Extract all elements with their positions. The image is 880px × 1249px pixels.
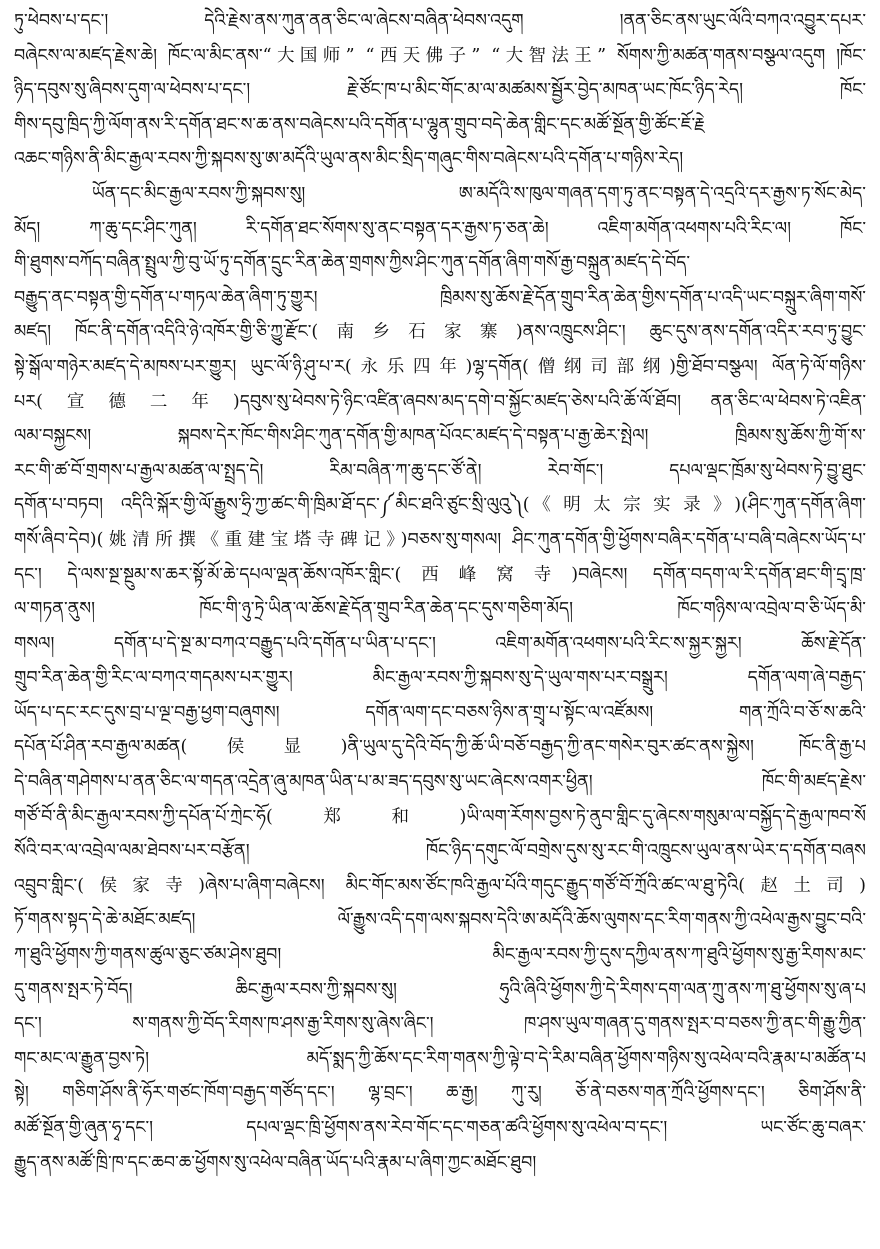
text-line: གྲུབ་རིན་ཆེན་གྱི་རིང་ལ་བཀའ་གདམས་པར་གྱུར། མིང་རྒྱལ་རབས་ཀྱི་སྐབས་སུ་དེ་ཡུལ་གས་པར་བསྒྲུར། དགོན་ལག་ཞེ་བརྒྱད་: [14, 668, 866, 689]
text-line: བཞེངས་ལ་མཛད་རྗེས་ཆེ། ཁོང་ལ་མིང་ནས་“大国师” “西天佛子” “大智法王” སོགས་ཀྱི་མཚན་གནས་བསྩལ་འདུག །ཁོང་: [14, 45, 866, 66]
text-line: མཚོ་སྔོན་གྱི་ཞུན་ཧྭ་དང་། དཔལ་ལྡང་ཁྲི་ཕྱོགས་ནས་རེབ་གོང་དང་གཅན་ཚའི་ཕྱོགས་སུ་འཕེལ་བ་དང་། ཡང་ཙོང་ཆུ་བཞར་: [14, 1118, 866, 1138]
text-line: དཔོན་པོ་ཤིན་རབ་རྒྱལ་མཚན(侯显)ནི་ཡུལ་དུ་དེའི་བོད་ཀྱི་ཆོ་ཡི་བཅོ་བརྒྱད་ཀྱི་ནང་གསེར་བུར་ཚང་ནས་སྐྱེས། ཁོང་ནི་རྒྱ་པ: [14, 737, 866, 758]
text-line: ལ་གཏན་ནུས། ཁོང་གི་ཉུ་ཏྲེ་ཡིན་ལ་ཆོས་རྗེ་དོན་གྲུབ་རིན་ཆེན་དང་དུས་གཅིག་མོད། ཁོང་གཉིས་ལ་འབྲེལ་བ་ཅི་ཡོད་མི་: [14, 599, 866, 620]
text-line: སྟེ། གཅིག་ཤོས་ནི་ཧོར་གཙང་ཁོག་བརྒྱད་གཙོད་དང་། ལྷ་བྲང་། ཆ་རྒྱ། ཀུ་རུ། ཅོ་ནེ་བཅས་གན་ཀྲོའི་ཕྱོགས་དང་། ཅིག་ཤོས་ནི་: [14, 1083, 866, 1104]
text-line: བརྒྱུད་ནང་བསྟན་གྱི་དགོན་པ་གཏལ་ཆེན་ཞིག་ཏུ་གྱུར། ཁྲིམས་སུ་ཆོས་རྗེ་དོན་གྲུབ་རིན་ཆེན་གྱིས་དགོན་པ་འདི་ཡང་བསྐྲུར་ཞིག་གསོ་: [14, 287, 866, 308]
text-line: དེ་བཞིན་གཤེགས་པ་ནན་ཅིང་ལ་གདན་འདྲེན་ཞུ་མཁན་ཡིན་པ་མ་ཟད་དབུས་སུ་ཡང་ཞེངས་འགར་ཕྱིན། ཁོང་གི་མཛད་རྗེས་: [14, 772, 866, 793]
text-line: ཏུ་ཕེབས་པ་དང་། དེའི་རྗེས་ནས་ཀུན་ནན་ཅིང་ལ་ཞེངས་བཞིན་ཕེབས་འདུག །ནན་ཅིང་ནས་ཡུང་ལོའི་བཀའ་འབྱུར་དཔར་: [14, 11, 866, 31]
text-line: ཀ་ཐུའི་ཕྱོགས་ཀྱི་གནས་ཚུལ་ཅུང་ཙམ་ཤེས་ཐུབ། མིང་རྒྱལ་རབས་ཀྱི་དུས་དཀྱིལ་ནས་ཀ་ཐུའི་ཕྱོགས་སུ་རྒྱ་རིགས་མང་: [14, 945, 866, 966]
text-line: དང་། དེ་ལས་སྔ་སྔུམ་ས་ཆར་སྟོ་མོ་ཆེ་དཔལ་ལྡན་ཆོས་འཁོར་གླིང་(西峰窝寺)བཞེངས། དགོན་བདག་ལ་རི་དགོན་ཐང་གི་དྲྭ་ཁྲ་: [14, 564, 866, 585]
text-line: གང་མང་ལ་རྒྱུན་བྱས་ཏེ། མདོ་སྨད་ཀྱི་ཆོས་དང་རིག་གནས་ཀྱི་ལྟེ་བ་དེ་རིམ་བཞིན་ཕྱོགས་གཉིས་སུ་འཕེལ་བའི་རྣམ་པ་མཚོན་པ: [14, 1048, 866, 1069]
text-line: དགོན་པ་བཏབ། འདིའི་སྐོར་གྱི་ལོ་རྒྱུས་ཧྲི་ཀྱ་ཚང་གི་ཁྲིམ་ཐོ་དང་༼མིང་ཐའི་ཙུང་སྲི་ལུའུ༽(《明太宗实录》)(ཤིང་ཀུན་དགོན་ཞིག་: [14, 495, 866, 516]
text-line: གི་ཐུགས་བཀོད་བཞིན་སྤྲུལ་ཀྱི་བུ་ཡོ་ཏུ་དགོན་དྲུང་རིན་ཆེན་གྲགས་ཀྱིས་ཤིང་ཀུན་དགོན་ཞིག་གསོ་རྒྱ་བསྐྲུན་མཛད་དེ་བོད་: [14, 253, 691, 274]
text-line: གིས་དབུ་ཁྲིད་ཀྱི་ལོག་ནས་རི་དགོན་ཐང་ས་ཆ་ནས་བཞེངས་པའི་དགོན་པ་ལྷུན་གྲུབ་བདེ་ཆེན་གླིང་དང་མཚོ་སྔོན་གྱི་ཚོང་ཇོ་རྗེ: [14, 114, 705, 135]
text-line: དུ་གནས་སྤར་ཏེ་བོད། ཆིང་རྒྱལ་རབས་ཀྱི་སྐབས་སུ། ཧུའི་ཞིའི་ཕྱོགས་ཀྱི་དེ་རིགས་དག་ལན་ཀྲུ་ནས་ཀ་ཐུ་ཕྱོགས་སུ་ཞ་པ: [14, 979, 866, 1000]
text-line: འབྲུབ་གླིང་(侯家寺)ཞེས་པ་ཞིག་བཞེངས། མིང་གོང་མས་ཙོང་ཁའི་རྒྱལ་པོའི་གདུང་རྒྱུད་གཙོ་བོ་ཀྲོའི་ཚང་ལ་ཐུ་ཏེའི(赵土司): [14, 875, 866, 896]
text-line: ཏོ་གནས་སྟད་དེ་ཆེ་མཐོང་མཛད། ལོ་རྒྱུས་འདི་དག་ལས་སྐབས་དེའི་ཨ་མདོའི་ཆོས་ལུགས་དང་རིག་གནས་ཀྱི་འཕེལ་རྒྱས་བྱུང་བའི་: [14, 910, 866, 931]
text-line: ཡོད་པ་དང་རང་དུས་བྲ་པ་ལྔ་བརྒྱ་ཕྱག་བཞུགས། དགོན་ལག་དང་བཅས་ཉིས་ན་གྲྭ་པ་སྟོང་ལ་འཛོམས། གན་ཀྲོའི་བ་ཅོ་ས་ཆའི་: [14, 702, 866, 723]
text-line: རྒྱུད་ནས་མཚོ་ཁྲི་ཁ་དང་ཆབ་ཆ་ཕྱོགས་སུ་འཕེལ་བཞིན་ཡོད་པའི་རྣམ་པ་ཞིག་ཀྱང་མཐོང་ཐུབ།: [14, 1152, 537, 1173]
text-line: སྟེ་སྒོལ་གཉེར་མཛད་དེ་མཁས་པར་གྱུར། ཡུང་ལོ་ཉི་ཤུ་པ་ར(永乐四年)ལྷ་དགོན(僧纲司部纲)གྱི་ཐོབ་བསྩལ། ལོན་ཏེ་ལོ་གཉིས་: [14, 356, 866, 377]
text-line: པར(宣德二年)དབུས་སུ་ཕེབས་ཏེ་ཉིང་འཛིན་ཞབས་མད་དགེ་བ་སྐྱོང་མཛད་ཅེས་པའི་ཆོ་ལོ་ཐོབ། ནན་ཅིང་ལ་ཕེབས་ཏེ་འཇིན་: [14, 391, 866, 412]
text-line: གསོ་ཞིབ་དེབ)(姚清所撰《重建宝塔寺碑记》)བཅས་སུ་གསལ། ཤིང་ཀུན་དགོན་གྱི་ཕྱོགས་བཞིར་དགོན་པ་བཞི་བཞེངས་ཡོད་པ་: [14, 529, 866, 550]
text-line: དང་། ས་གནས་ཀྱི་བོད་རིགས་ཁ་ཤས་རྒྱ་རིགས་སུ་ཞེས་ཞིང་། ཁ་ཤས་ཡུལ་གཞན་དུ་གནས་སྤར་བ་བཅས་ཀྱི་ནང་གི་རྒྱུ་ཀྱིན་: [14, 1014, 866, 1035]
text-line: ལམ་བསྐྱངས། སྐབས་དེར་ཁོང་གིས་ཤིང་ཀུན་དགོན་གྱི་མཁན་པོའང་མཛད་དེ་བསྟན་པ་རྒྱ་ཆེར་སྤེལ། ཁྲིམས་སུ་ཆོས་ཀྱི་གོ་ས་: [14, 426, 866, 447]
text-line: གསལ། དགོན་པ་དེ་སྔ་མ་བཀའ་བརྒྱུད་པའི་དགོན་པ་ཡིན་པ་དང་། འཇིག་མགོན་འཕགས་པའི་རིང་ས་སྐྱར་སྐྱར། ཆོས་རྗེ་དོན་: [14, 633, 866, 654]
text-line: སོའི་བར་ལ་འབྲེལ་ལམ་ཐེབས་པར་བརྩོན། ཁོང་ཉིད་དགུང་ལོ་བགྲེས་དུས་སུ་རང་གི་འཁྲུངས་ཡུལ་ནས་ཡེར་ད་དགོན་བཞས: [14, 841, 866, 862]
text-line: [14, 1215, 866, 1249]
text-line: ཉིད་དབུས་སུ་ཞིབས་དུག་ལ་ཕེབས་པ་དང་། རྗེ་ཙོང་ཁ་པ་མིང་གོང་མ་ལ་མཚམས་སྦྱོར་བྱེད་མཁན་ཡང་ཁོང་ཉིད་རེད། ཁོང་: [14, 80, 866, 101]
text-line: མོད། ཀ་ཆུ་དང་ཤིང་ཀུན། རི་དགོན་ཐང་སོགས་སུ་ནང་བསྟན་དར་རྒྱས་ཏ་ཅན་ཆེ། འཇིག་མགོན་འཕགས་པའི་རིང་ལ། ཁོང་: [14, 218, 866, 239]
text-line: རང་གི་ཚ་བོ་གྲགས་པ་རྒྱལ་མཚན་ལ་སྤྲད་དེ། རིམ་བཞིན་ཀ་ཆུ་དང་ཙོ་ནེ། རེབ་གོང་། དཔལ་ལྡང་ཁྲོམ་སུ་ཕེབས་ཏེ་བྱུ་ཐུང་: [14, 460, 866, 481]
text-line: མཛད། ཁོང་ནི་དགོན་འདིའི་ཉེ་འཁོར་གྱི་ཅི་ཀྱུ་རྫོང་(南乡石家寨)ནས་འཁྲུངས་ཤིང་། ཆུང་དུས་ནས་དགོན་འདིར་རབ་ཏུ་བྱུང་: [14, 322, 866, 343]
paragraph-first-line: ཡོན་དང་མིང་རྒྱལ་རབས་ཀྱི་སྐབས་སུ། ཨ་མདོའི་ས་ཁུལ་གཞན་དག་ཏུ་ནང་བསྟན་དེ་འདྲའི་དར་རྒྱས་ཏ་སོང་མེད་: [92, 183, 866, 204]
text-line: གཙོ་བོ་ནི་མིང་རྒྱལ་རབས་ཀྱི་དཔོན་པོ་ཀྲེང་ཧོ(郑和)ཡི་ལག་རོགས་བྱས་ཏེ་ནུབ་གླིང་དུ་ཞེངས་གསུམ་ལ་བསྐྱོད་དེ་རྒྱལ་ཁབ་སོ: [14, 806, 866, 827]
text-line: འཆང་གཉིས་ནི་མིང་རྒྱལ་རབས་ཀྱི་སྐབས་སུ་ཨ་མདོའི་ཡུལ་ནས་མིང་སྲིད་གཞུང་གིས་བཞེངས་པའི་དགོན་པ་གཉིས་རེད།: [14, 149, 684, 170]
text-line: [14, 1180, 866, 1215]
